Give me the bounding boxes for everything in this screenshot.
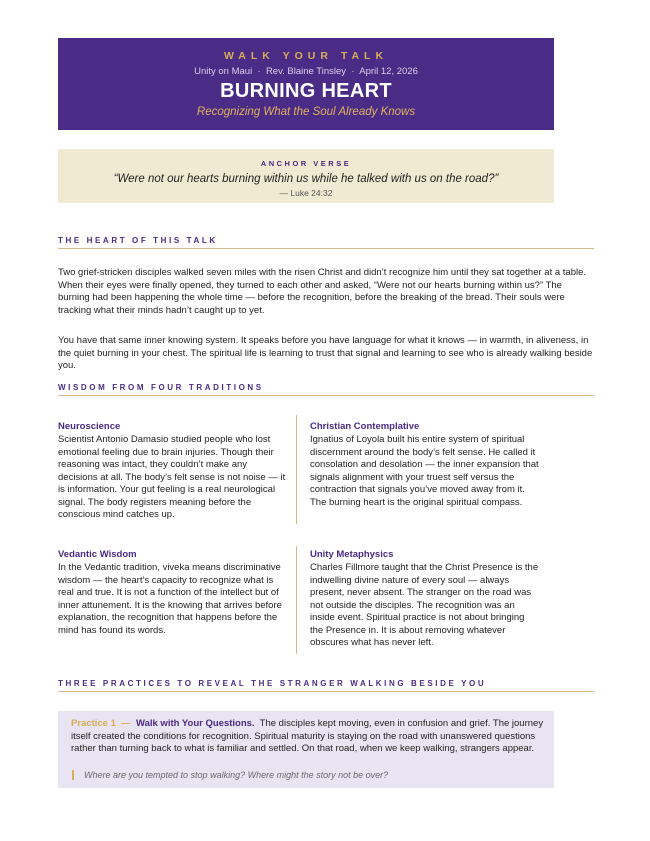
column-divider: [296, 546, 297, 654]
practice-card-1: [58, 711, 554, 788]
tradition-body: Charles Fillmore taught that the Christ Presence is the indwelling divine nature of every soul — always present, never absent. The stranger on the road was not outside the disciples. The recognition was an inside event. Spiritual practice is not about bringing the Presence in. It is about removing whatever obscures what has never left.: [310, 562, 539, 648]
practice-title: Walk with Your Questions.: [135, 718, 255, 729]
meta-place: Unity on Maui: [194, 66, 253, 77]
section-heading-practices: THREE PRACTICES TO REVEAL THE STRANGER WALKING BESIDE YOU: [58, 679, 594, 692]
practice-body: The disciples kept moving, even in confusion and grief. The journey itself created the conditions for recognition. Spiritual maturity is staying on the road with unanswered questions rather than turning back to what is familiar and settled. On that road, when we keep walking, strangers appear.: [71, 718, 544, 754]
tradition-card-neuroscience: [58, 421, 288, 522]
tradition-title: Vedantic Wisdom: [58, 549, 137, 560]
tradition-body: Ignatius of Loyola built his entire system of spiritual discernment around the body’s felt sense. He called it consolation and desolation — the inner expansion that signals alignment with your truest self versus the contraction that signals you’ve moved away from it. The burning heart is the original spiritual compass.: [310, 434, 539, 508]
series-kicker: WALK YOUR TALK: [223, 50, 389, 62]
page-title: BURNING HEART: [220, 80, 392, 102]
meta-separator: ·: [351, 66, 355, 77]
heart-paragraph-2: You have that same inner knowing system. It speaks before you have language for what it knows — in warmth, in aliveness, in the quiet burning in your chest. The spiritual life is learning to trust that signal and learning to see who is already walking beside you.: [58, 335, 593, 371]
anchor-verse-label: ANCHOR VERSE: [260, 159, 352, 168]
meta-separator: ·: [257, 66, 261, 77]
tradition-card-unity-metaphysics: [310, 549, 540, 650]
tradition-title: Christian Contemplative: [310, 421, 420, 432]
practice-text: [71, 718, 547, 756]
page-subtitle: Recognizing What the Soul Already Knows: [196, 106, 416, 118]
header-banner: [58, 38, 554, 130]
tradition-body: Scientist Antonio Damasio studied people who lost emotional feeling due to brain injuries. Though their reasoning was intact, they couldn’t make any decisions at all. The body’s felt sense is not noise — it is information. Your gut feeling is a real neurological signal. The body registers meaning before the conscious mind catches up.: [58, 434, 286, 520]
tradition-title: Neuroscience: [58, 421, 121, 432]
meta-date: April 12, 2026: [359, 66, 418, 77]
heart-paragraph-1: Two grief-stricken disciples walked seven miles with the risen Christ and didn’t recognize him until they sat together at a table. When their eyes were finally opened, they turned to each other and asked, “Were not our hearts burning within us?” The burning had been happening the whole time — before the recognition, before the breaking of the bread. Their souls were tracking what their minds hadn’t caught up to yet.: [58, 267, 587, 316]
section-heading-heart: THE HEART OF THIS TALK: [58, 236, 594, 249]
tradition-card-vedantic: [58, 549, 288, 637]
anchor-verse-reference: — Luke 24:32: [279, 188, 333, 198]
practice-dash: —: [121, 718, 131, 729]
talk-meta: [58, 66, 554, 77]
anchor-verse-box: [58, 149, 554, 203]
tradition-card-christian-contemplative: [310, 421, 540, 509]
tradition-title: Unity Metaphysics: [310, 549, 394, 560]
meta-speaker: Rev. Blaine Tinsley: [265, 66, 347, 77]
tradition-body: In the Vedantic tradition, viveka means discriminative wisdom — the heart’s capacity to recognize what is real and true. It is not a function of the intellect but of inner attunement. It is the knowing that arrives before explanation, the recognition that happens before the mind has found its words.: [58, 562, 282, 636]
section-heading-wisdom: WISDOM FROM FOUR TRADITIONS: [58, 383, 594, 396]
practice-number: Practice 1: [71, 718, 116, 729]
anchor-verse-text: “Were not our hearts burning within us while he talked with us on the road?”: [113, 173, 499, 185]
column-divider: [296, 415, 297, 524]
practice-reflection-question: Where are you tempted to stop walking? Where might the story not be over?: [72, 770, 388, 780]
